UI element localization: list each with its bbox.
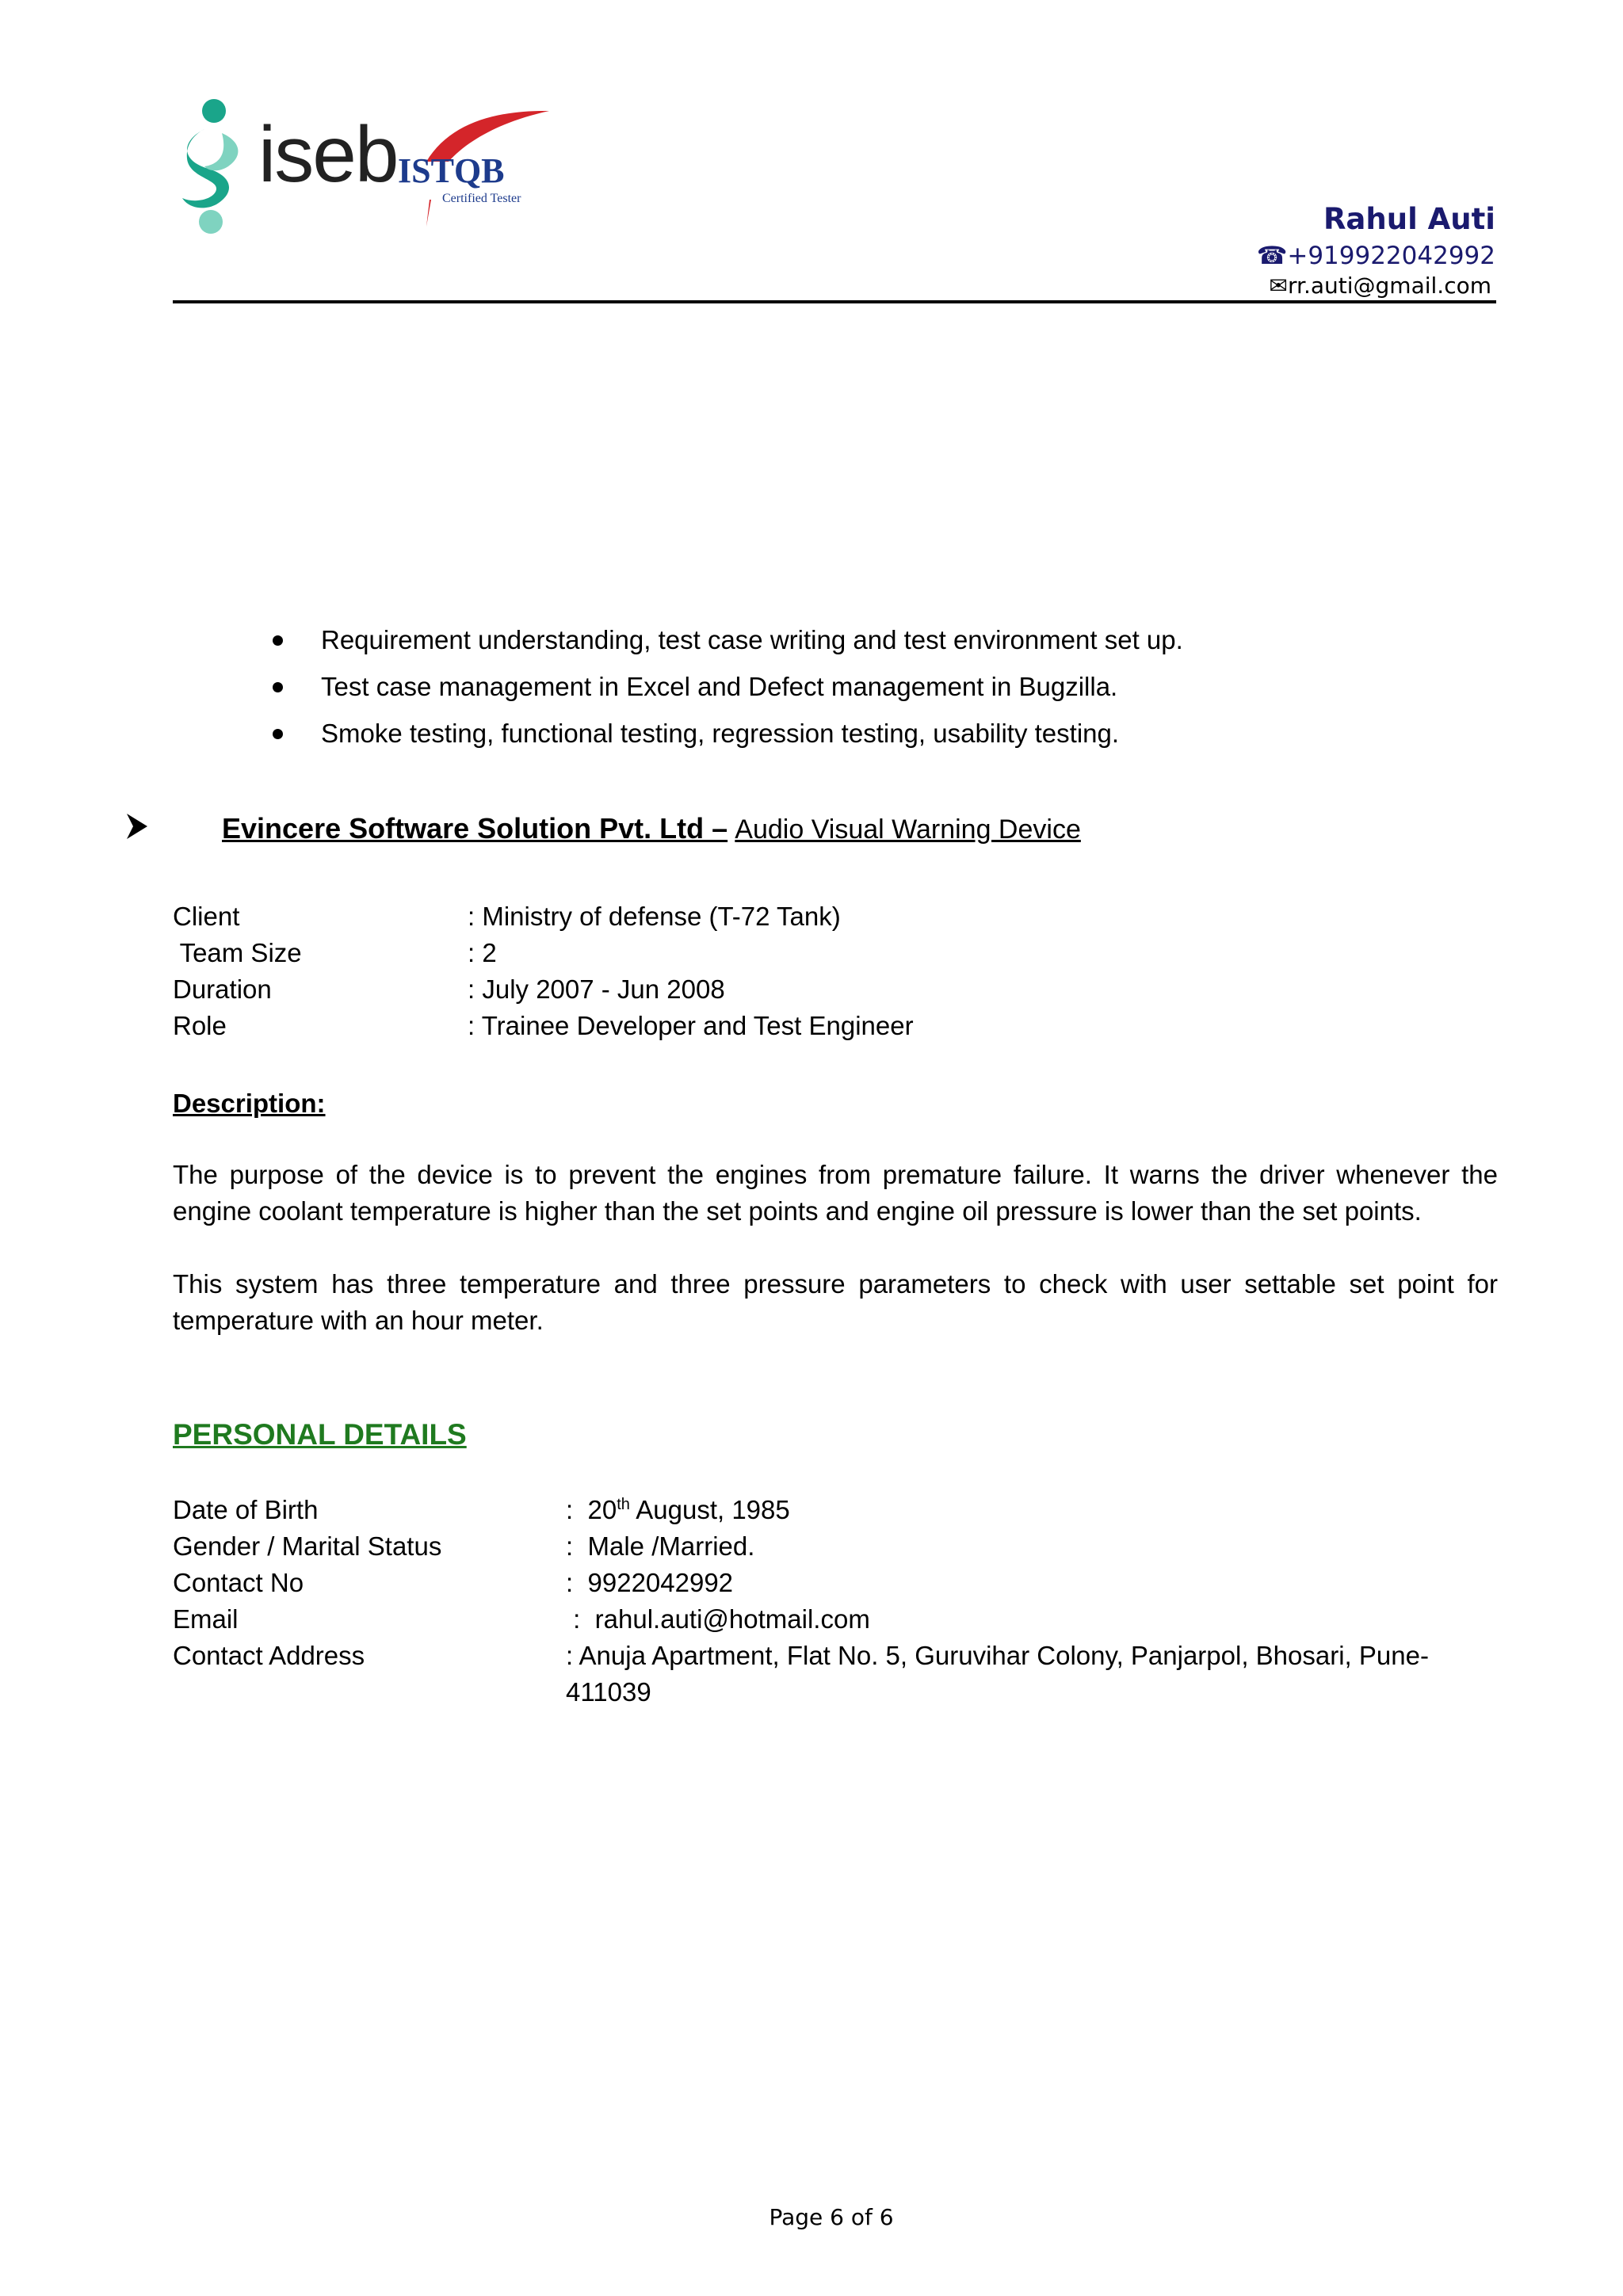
project-heading: [222, 810, 1081, 848]
field-value: : Male /Married.: [566, 1531, 755, 1561]
description-heading: Description:: [173, 1089, 326, 1118]
description-paragraph: This system has three temperature and three pressure parameters to check with user settable set point for temperature with an hour meter.: [173, 1269, 1498, 1335]
project-title: Audio Visual Warning Device: [735, 814, 1081, 845]
field-value: : Trainee Developer and Test Engineer: [468, 1011, 914, 1040]
header-email: [1270, 273, 1491, 299]
field-label: Role: [173, 1011, 227, 1040]
header-phone: [1257, 242, 1495, 270]
list-item: Requirement understanding, test case writing and test environment set up.: [269, 622, 1379, 658]
field-label: Team Size: [173, 938, 302, 967]
personal-field-dob: [173, 1492, 1498, 1528]
phone-icon: ☎: [1256, 242, 1288, 270]
field-value: : 2: [468, 938, 497, 967]
project-company: Evincere Software Solution Pvt. Ltd –: [222, 812, 728, 845]
field-value: : rahul.auti@hotmail.com: [566, 1604, 870, 1634]
project-field-client: [173, 898, 1498, 935]
list-item: Smoke testing, functional testing, regression testing, usability testing.: [269, 715, 1379, 752]
field-label: Gender / Marital Status: [173, 1531, 442, 1561]
istqb-logo-subtitle: Certified Tester: [442, 192, 521, 205]
field-value: : Anuja Apartment, Flat No. 5, Guruvihar Colony, Panjarpol, Bhosari, Pune-411039: [566, 1641, 1429, 1707]
responsibilities-list: [269, 622, 1379, 762]
istqb-logo: [395, 106, 553, 233]
personal-details-heading: PERSONAL DETAILS: [173, 1418, 467, 1451]
list-item: Test case management in Excel and Defect management in Bugzilla.: [269, 669, 1379, 705]
field-value: [566, 1492, 790, 1528]
field-value: : July 2007 - Jun 2008: [468, 974, 725, 1004]
arrow-bullet-icon: [125, 812, 149, 841]
personal-field-gender: [173, 1528, 1498, 1565]
description-paragraph: The purpose of the device is to prevent the engines from premature failure. It warns the driver whenever the engine coolant temperature is higher than the set points and engine oil pressure is lower than the set points.: [173, 1160, 1498, 1226]
personal-info: [173, 1492, 1498, 1711]
istqb-logo-text: ISTQB: [398, 151, 505, 190]
project-field-team-size: [173, 935, 1498, 971]
field-label: Contact Address: [173, 1641, 365, 1670]
dob-rest: August, 1985: [629, 1495, 790, 1524]
field-label: Date of Birth: [173, 1495, 319, 1524]
page-number: Page 6 of 6: [769, 2204, 894, 2230]
personal-field-address: [173, 1638, 1498, 1711]
field-label: Client: [173, 902, 240, 931]
project-field-role: [173, 1008, 1498, 1044]
header-name: Rahul Auti: [1323, 202, 1495, 236]
personal-field-contact: [173, 1565, 1498, 1601]
dob-day: : 20: [566, 1495, 617, 1524]
envelope-icon: ✉: [1269, 273, 1288, 299]
field-label: Duration: [173, 974, 272, 1004]
header-phone-number: +919922042992: [1287, 242, 1495, 270]
dob-ordinal: th: [617, 1496, 630, 1513]
header-email-address: rr.auti@gmail.com: [1288, 273, 1491, 299]
field-value: : 9922042992: [566, 1568, 734, 1597]
field-label: Email: [173, 1604, 239, 1634]
field-value: : Ministry of defense (T-72 Tank): [468, 902, 841, 931]
header-divider: [173, 300, 1496, 303]
personal-field-email: [173, 1601, 1498, 1638]
field-label: Contact No: [173, 1568, 304, 1597]
iseb-logo-text: iseb: [258, 110, 398, 199]
project-info: [173, 898, 1498, 1044]
iseb-logo: [173, 93, 403, 238]
project-field-duration: [173, 971, 1498, 1008]
